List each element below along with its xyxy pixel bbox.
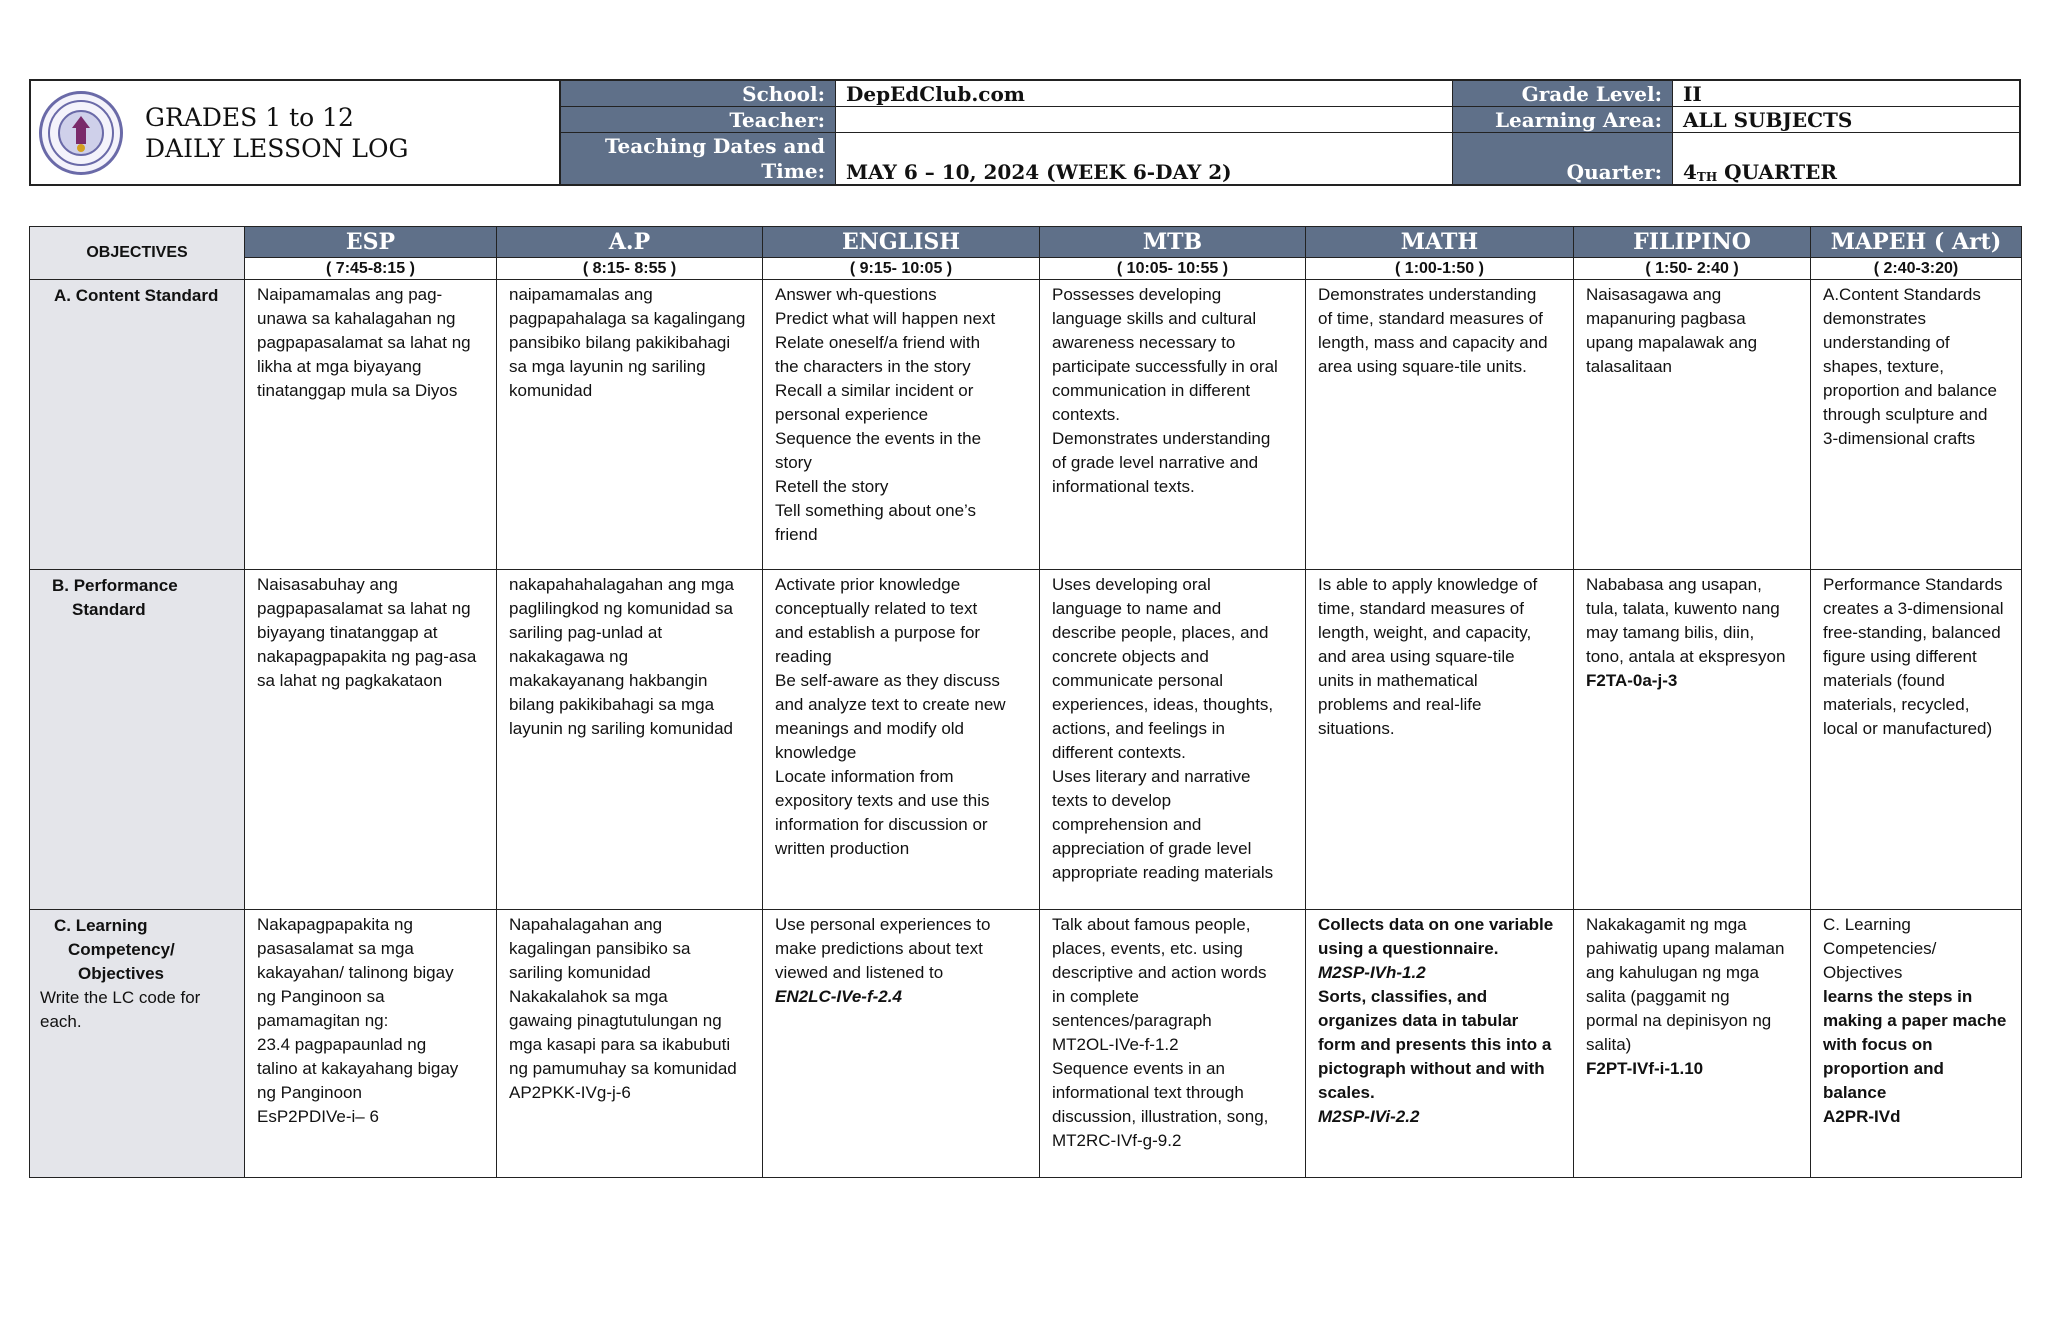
content-mtb: Possesses developing language skills and cultural awareness necessary to participate successfully in oral communication in different contexts. Demonstrates understanding of grade level narrative and informational texts. [1040,280,1306,570]
quarter-value [1673,133,2019,184]
teacher-value [836,107,1453,133]
header-info-grid [561,81,2019,184]
competency-label-line-1: C. Learning [54,916,148,935]
competency-mtb: Talk about famous people, places, events, etc. using descriptive and action words in complete sentences/paragraph MT2OL-IVe-f-1.2 Sequence events in an informational text through discussion, illustration, song, MT2RC-IVf-g-9.2 [1040,910,1306,1178]
performance-standard-row [30,570,2022,910]
brand-block [31,81,561,184]
subject-esp: ESP [245,227,497,258]
competency-mapeh-text-1: C. Learning Competencies/ Objectives [1823,915,1937,982]
objectives-table [29,226,2022,1178]
learning-competency-label [30,910,245,1178]
objectives-header: OBJECTIVES [30,227,245,280]
competency-math [1306,910,1574,1178]
competency-esp: Nakapagpapakita ng pasasalamat sa mga kakayahan/ talinong bigay ng Panginoon sa pamamagitan ng: 23.4 pagpapaunlad ng talino at kakayahang bigay ng Panginoon EsP2PDIVe-i– 6 [245,910,497,1178]
time-english: ( 9:15- 10:05 ) [763,258,1040,280]
performance-esp: Naisasabuhay ang pagpapasalamat sa lahat ng biyayang tinatanggap at nakapagpapakita ng pag-asa sa lahat ng pagkakataon [245,570,497,910]
competency-math-text-1: Collects data on one variable using a questionnaire. [1318,915,1554,958]
performance-filipino-code: F2TA-0a-j-3 [1586,671,1678,690]
performance-label-line-1: B. Performance [52,576,178,595]
competency-filipino-code: F2PT-IVf-i-1.10 [1586,1059,1704,1078]
subject-mtb: MTB [1040,227,1306,258]
time-ap: ( 8:15- 8:55 ) [497,258,763,280]
content-ap: naipamamalas ang pagpapahalaga sa kagalingang pansibiko bilang pakikibahagi sa mga layunin ng sariling komunidad [497,280,763,570]
content-standard-label [30,280,245,570]
performance-english: Activate prior knowledge conceptually related to text and establish a purpose for reading Be self-aware as they discuss and analyze text to create new meanings and modify old knowledge Locate information from expository texts and use this information for discussion or written production [763,570,1040,910]
performance-mtb: Uses developing oral language to name and describe people, places, and concrete objects and communicate personal experiences, ideas, thoughts, actions, and feelings in different contexts. Uses literary and narrative texts to develop comprehension and appreciation of grade level appropriate reading materials [1040,570,1306,910]
school-value: DepEdClub.com [836,81,1453,107]
quarter-label: Quarter: [1453,133,1673,184]
performance-math: Is able to apply knowledge of time, standard measures of length, weight, and capacity, and area using square-tile units in mathematical problems and real-life situations. [1306,570,1574,910]
competency-mapeh [1811,910,2022,1178]
lesson-log-header [29,79,2021,186]
time-esp: ( 7:45-8:15 ) [245,258,497,280]
performance-filipino [1574,570,1811,910]
grade-level-value: II [1673,81,2019,107]
school-label: School: [561,81,836,107]
competency-english-text: Use personal experiences to make predictions about text viewed and listened to [775,915,991,982]
performance-filipino-text: Nababasa ang usapan, tula, talata, kuwento nang may tamang bilis, diin, tono, antala at ekspresyon [1586,575,1786,666]
performance-ap: nakapahahalagahan ang mga paglilingkod ng komunidad sa sariling pag-unlad at nakakagawa ng makakayanang hakbangin bilang pakikibahagi sa mga layunin ng sariling komunidad [497,570,763,910]
time-filipino: ( 1:50- 2:40 ) [1574,258,1811,280]
content-mapeh: A.Content Standards demonstrates understanding of shapes, texture, proportion and balance through sculpture and 3-dimensional crafts [1811,280,2022,570]
competency-label-note: Write the LC code for each. [40,988,201,1031]
competency-math-text-2: Sorts, classifies, and organizes data in tabular form and presents this into a pictograph without and with scales. [1318,987,1552,1102]
content-standard-row [30,280,2022,570]
competency-label-line-2: Competency/ [68,940,175,959]
title-line-2: DAILY LESSON LOG [145,133,409,163]
competency-mapeh-text-2: learns the steps in making a paper mache with focus on proportion and balance A2PR-IVd [1823,987,2007,1126]
competency-ap: Napahalagahan ang kagalingan pansibiko sa sariling komunidad Nakakalahok sa mga gawaing pinagtutulungan ng mga kasapi para sa ikabubuti ng pamumuhay sa komunidad AP2PKK-IVg-j-6 [497,910,763,1178]
quarter-suffix: TH [1696,170,1718,184]
learning-area-value: ALL SUBJECTS [1673,107,2019,133]
time-math: ( 1:00-1:50 ) [1306,258,1574,280]
competency-filipino [1574,910,1811,1178]
teaching-dates-label [561,133,836,184]
competency-label-line-3: Objectives [78,964,164,983]
subject-english: ENGLISH [763,227,1040,258]
time-mapeh: ( 2:40-3:20) [1811,258,2022,280]
performance-standard-label [30,570,245,910]
competency-math-code-2: M2SP-IVi-2.2 [1318,1107,1420,1126]
teacher-label: Teacher: [561,107,836,133]
content-filipino: Naisasagawa ang mapanuring pagbasa upang mapalawak ang talasalitaan [1574,280,1811,570]
deped-seal-icon [39,91,123,175]
subject-mapeh: MAPEH ( Art) [1811,227,2022,258]
competency-english [763,910,1040,1178]
title-line-1: GRADES 1 to 12 [145,102,354,132]
grade-level-label: Grade Level: [1453,81,1673,107]
competency-filipino-text: Nakakagamit ng mga pahiwatig upang malaman ang kahulugan ng mga salita (paggamit ng pormal na depinisyon ng salita) [1586,915,1785,1054]
quarter-word: QUARTER [1724,160,1837,184]
content-english: Answer wh-questions Predict what will happen next Relate oneself/a friend with the characters in the story Recall a similar incident or personal experience Sequence the events in the story Retell the story Tell something about one’s friend [763,280,1040,570]
content-standard-label-text: A. Content Standard [54,286,219,305]
performance-mapeh: Performance Standards creates a 3-dimensional free-standing, balanced figure using different materials (found materials, recycled, local or manufactured) [1811,570,2022,910]
content-esp: Naipamamalas ang pag- unawa sa kahalagahan ng pagpapasalamat sa lahat ng likha at mga biyayang tinatanggap mula sa Diyos [245,280,497,570]
teaching-dates-value: MAY 6 – 10, 2024 (WEEK 6-DAY 2) [836,133,1453,184]
content-math: Demonstrates understanding of time, standard measures of length, mass and capacity and area using square-tile units. [1306,280,1574,570]
teaching-dates-label-line-2: Time: [761,159,825,183]
learning-competency-row [30,910,2022,1178]
competency-english-code: EN2LC-IVe-f-2.4 [775,987,902,1006]
subject-ap: A.P [497,227,763,258]
subject-math: MATH [1306,227,1574,258]
subject-filipino: FILIPINO [1574,227,1811,258]
teaching-dates-label-line-1: Teaching Dates and [604,134,825,158]
competency-math-code-1: M2SP-IVh-1.2 [1318,963,1426,982]
time-mtb: ( 10:05- 10:55 ) [1040,258,1306,280]
quarter-number: 4 [1683,160,1697,184]
performance-label-line-2: Standard [72,600,146,619]
learning-area-label: Learning Area: [1453,107,1673,133]
